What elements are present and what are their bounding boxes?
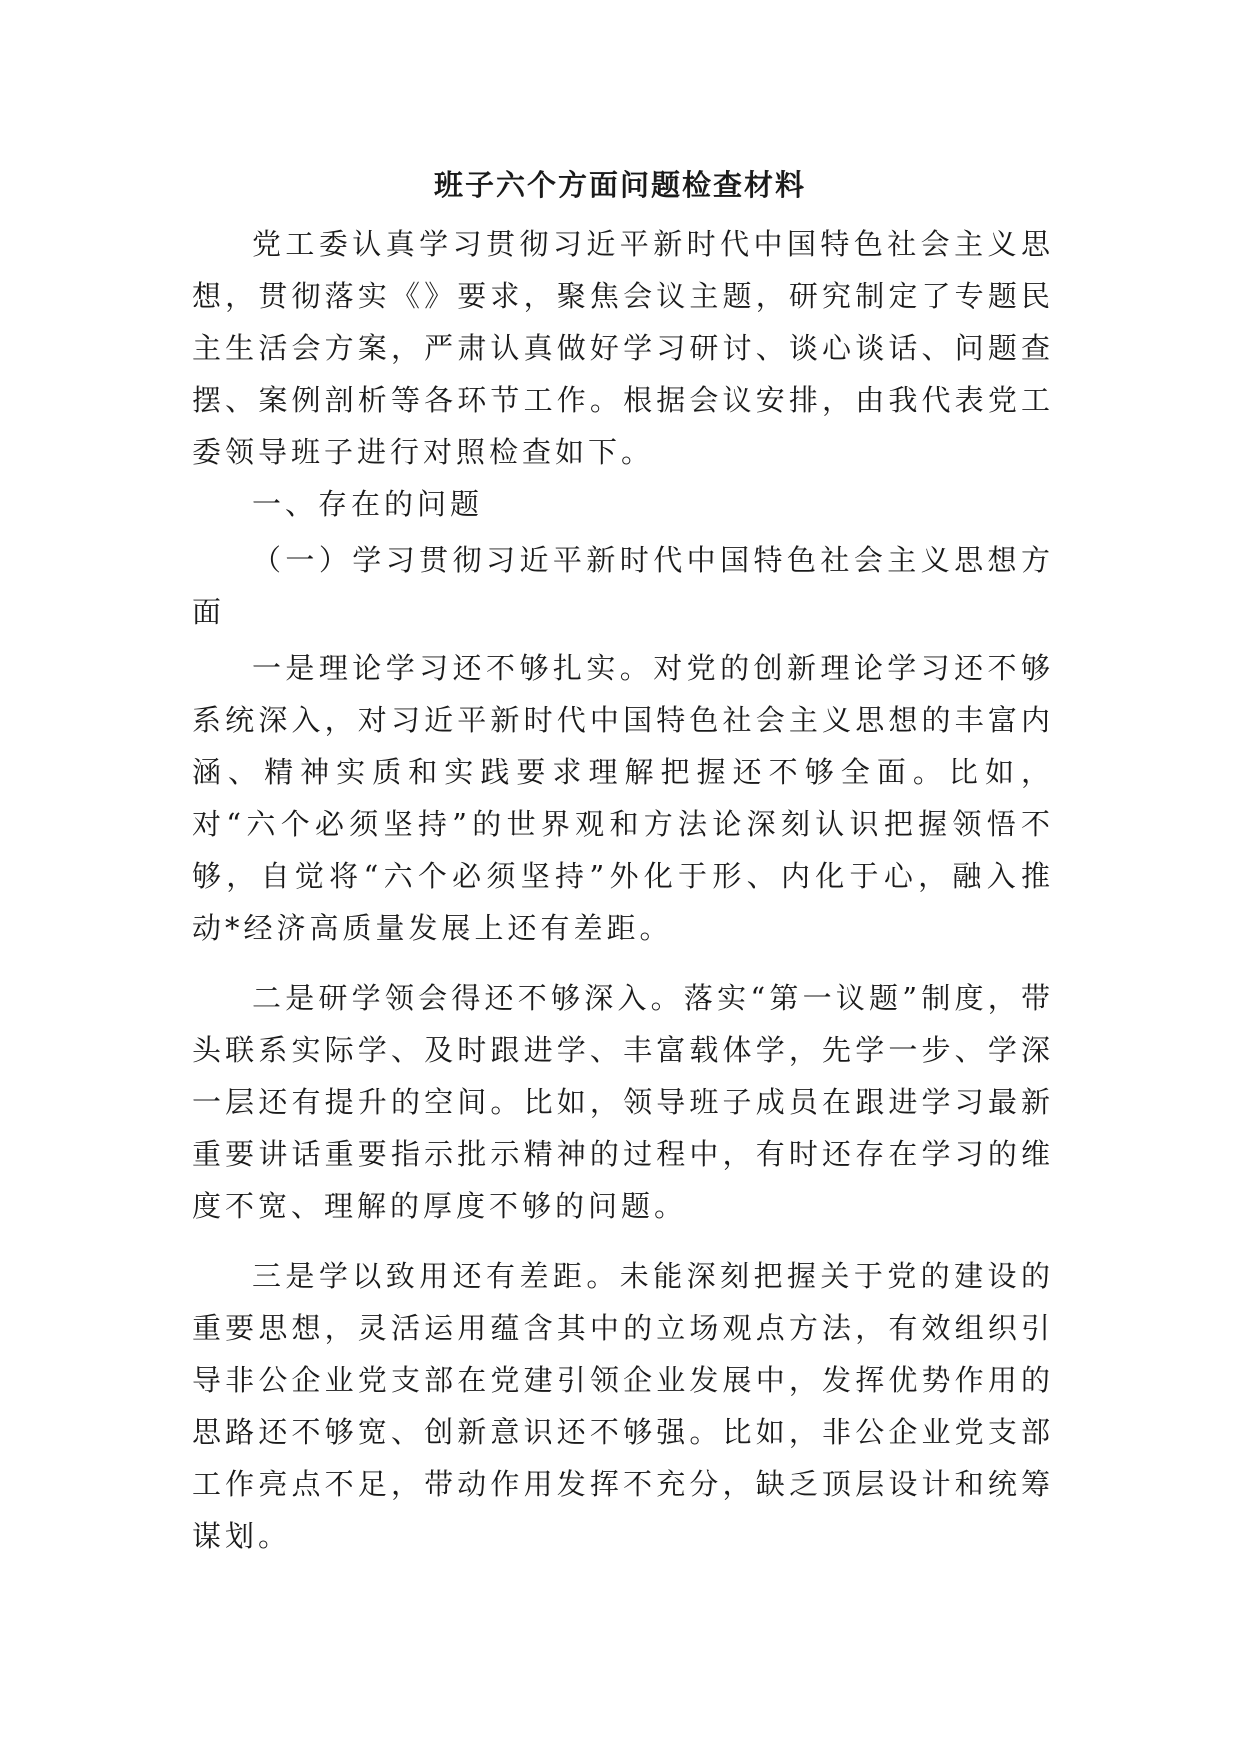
document-body	[192, 218, 1054, 1562]
subsection-heading-study: （一）学习贯彻习近平新时代中国特色社会主义思想方面	[192, 543, 1054, 629]
section-heading-problems: 一、存在的问题	[252, 487, 484, 521]
intro-paragraph: 党工委认真学习贯彻习近平新时代中国特色社会主义思想，贯彻落实《》要求，聚焦会议主题，研究制定了专题民主生活会方案，严肃认真做好学习研讨、谈心谈话、问题查摆、案例剖析等各环节工作。根据会议安排，由我代表党工委领导班子进行对照检查如下。	[192, 227, 1054, 469]
document-title: 班子六个方面问题检查材料	[433, 168, 806, 202]
issue-paragraph-application: 三是学以致用还有差距。未能深刻把握关于党的建设的重要思想，灵活运用蕴含其中的立场观点方法，有效组织引导非公企业党支部在党建引领企业发展中，发挥优势作用的思路还不够宽、创新意识还不够强。比如，非公企业党支部工作亮点不足，带动作用发挥不充分，缺乏顶层设计和统筹谋划。	[192, 1259, 1054, 1553]
issue-paragraph-study-depth: 二是研学领会得还不够深入。落实“第一议题”制度，带头联系实际学、及时跟进学、丰富载体学，先学一步、学深一层还有提升的空间。比如，领导班子成员在跟进学习最新重要讲话重要指示批示精神的过程中，有时还存在学习的维度不宽、理解的厚度不够的问题。	[192, 981, 1054, 1223]
issue-paragraph-theory-study: 一是理论学习还不够扎实。对党的创新理论学习还不够系统深入，对习近平新时代中国特色社会主义思想的丰富内涵、精神实质和实践要求理解把握还不够全面。比如，对“六个必须坚持”的世界观和方法论深刻认识把握领悟不够，自觉将“六个必须坚持”外化于形、内化于心，融入推动*经济高质量发展上还有差距。	[192, 651, 1054, 945]
